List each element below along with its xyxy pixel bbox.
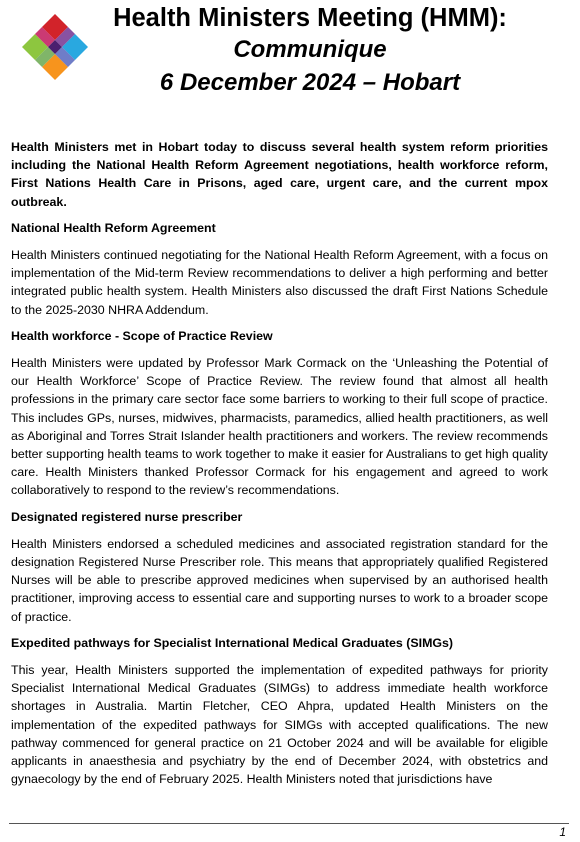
section-heading-nurse-prescriber: Designated registered nurse prescriber xyxy=(11,510,243,525)
section-text-scope-of-practice: Health Ministers were updated by Professor Mark Cormack on the ‘Unleashing the Potential of our Health Workforce’ Scope of Practice Review. The review found that almost all health professions in the primary care sector face some barriers to working to their full scope of practice. This includes GPs, nurses, midwives, pharmacists, paramedics, allied health practitioners, as well as Aboriginal and Torres Strait Islander health practitioners and workers. The review recommends better supporting health teams to work together to make it easier for Australians to get high quality care. Health Ministers thanked Professor Cormack for his engagement and agreed to work collaboratively to respond to the review’s recommendations. xyxy=(11,356,548,498)
section-text-nhra: Health Ministers continued negotiating for the National Health Reform Agreement, with a focus on implementation of the Mid-term Review recommendations to deliver a high performing and better integrated public health system. Health Ministers also discussed the draft First Nations Schedule to the 2025-2030 NHRA Addendum. xyxy=(11,248,548,317)
title-line-1: Health Ministers Meeting (HMM): xyxy=(113,4,507,32)
intro-paragraph: Health Ministers met in Hobart today to discuss several health system reform priorities including the National Health Reform Agreement negotiations, health workforce reform, First Nations Health Care in Prisons, aged care, urgent care, and the current mpox outbreak. xyxy=(11,140,548,209)
hmm-logo xyxy=(20,12,90,82)
section-text-simgs: This year, Health Ministers supported the implementation of expedited pathways for priority Specialist International Medical Graduates (SIMGs) to address immediate health workforce shortages in Australia. Martin Fletcher, CEO Ahpra, updated Health Ministers on the implementation of the expedited pathways for SIMGs with accepted qualifications. The new pathway commenced for general practice on 21 October 2024 and will be available for eligible applicants in anaesthesia and psychiatry by the end of December 2024, with obstetrics and gynaecology by the end of February 2025. Health Ministers noted that jurisdictions have xyxy=(11,663,548,787)
section-heading-simgs: Expedited pathways for Specialist International Medical Graduates (SIMGs) xyxy=(11,636,454,651)
footer-divider xyxy=(9,823,569,824)
title-line-2: Communique xyxy=(233,36,387,63)
section-heading-nhra: National Health Reform Agreement xyxy=(11,221,216,236)
title-line-3: 6 December 2024 – Hobart xyxy=(159,69,461,96)
page-number: 1 xyxy=(559,825,566,839)
section-heading-scope-of-practice: Health workforce - Scope of Practice Review xyxy=(11,329,273,344)
section-text-nurse-prescriber: Health Ministers endorsed a scheduled medicines and associated registration standard for the designation Registered Nurse Prescriber role. This means that appropriately qualified Registered Nurses will be able to prescribe approved medicines when supervised by an authorised health practitioner, improving access to essential care and supporting nurses to work to a broader scope of practice. xyxy=(11,536,548,624)
communique-body xyxy=(11,138,548,797)
